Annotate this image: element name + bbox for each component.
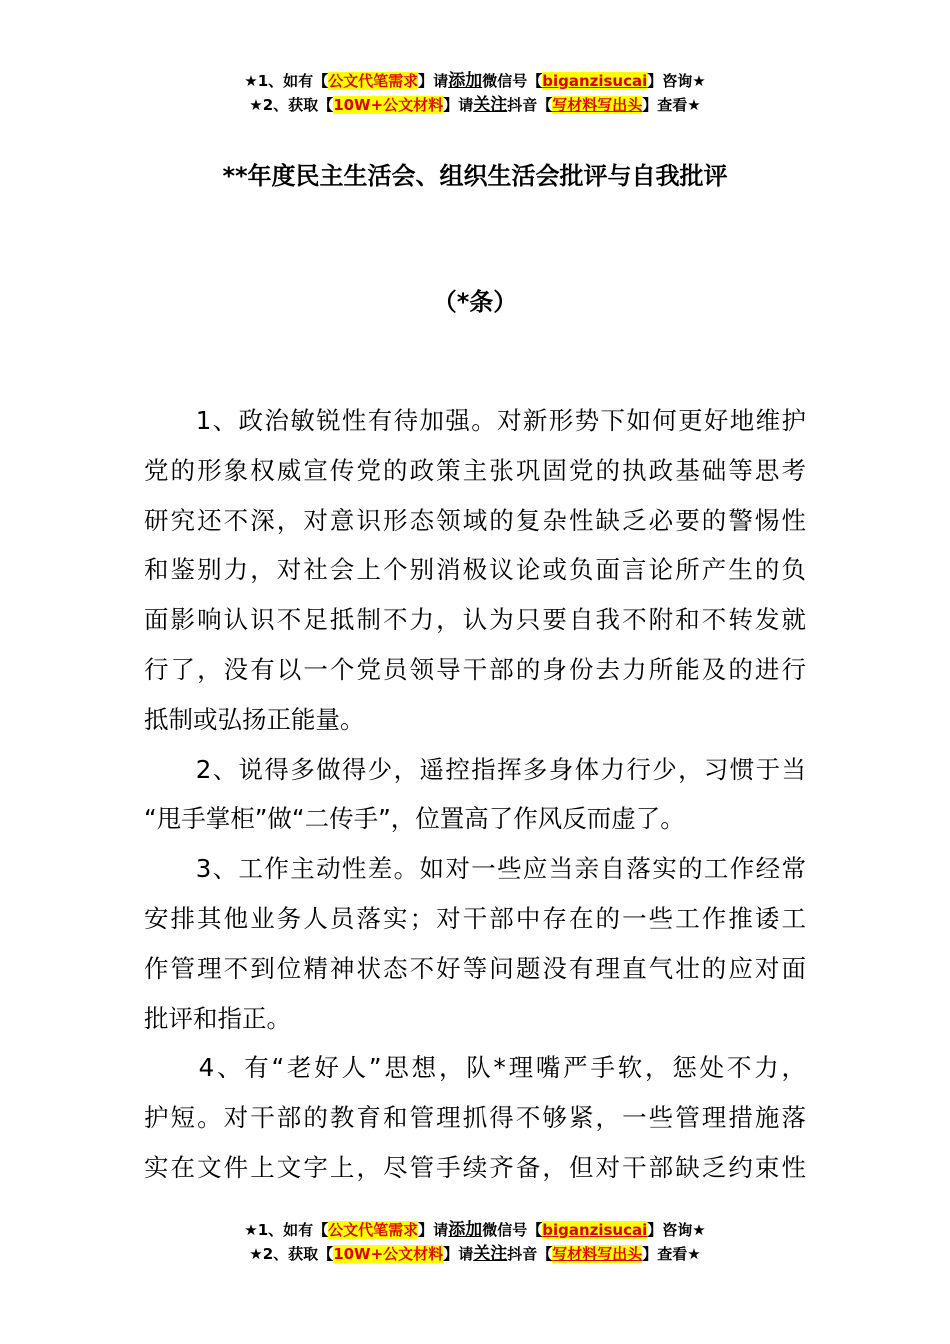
document-title: **年度民主生活会、组织生活会批评与自我批评 (222, 162, 728, 190)
body-line: 护短。对干部的教育和管理抓得不够紧，一些管理措施落 (144, 1103, 806, 1133)
footer-ad-line-1 (0, 1218, 950, 1242)
body-line: 安排其他业务人员落实；对干部中存在的一些工作推诿工 (144, 903, 806, 933)
body-line: 行了，没有以一个党员领导干部的身份去力所能及的进行 (144, 654, 806, 684)
ad-highlight: 公文代笔需求 (328, 72, 419, 90)
body-line: 面影响认识不足抵制不力，认为只要自我不附和不转发就 (144, 605, 806, 635)
body-line: “甩手掌柜”做“二传手”，位置高了作风反而虚了。 (144, 804, 685, 834)
document-body (144, 396, 806, 1193)
ad-text: 微信号【 (482, 1221, 543, 1239)
body-line: 和鉴别力，对社会上个别消极议论或负面言论所产生的负 (144, 555, 806, 585)
ad-text: 抖音【 (507, 1245, 553, 1263)
ad-text: ★1、如有【 (244, 1221, 329, 1239)
body-line: 3、工作主动性差。如对一些应当亲自落实的工作经常 (144, 854, 806, 884)
ad-emphasis: 添加 (448, 71, 483, 91)
ad-highlight: 公文代笔需求 (328, 1221, 419, 1239)
ad-emphasis: 添加 (448, 1220, 483, 1240)
ad-text: 】请 (418, 72, 449, 90)
ad-emphasis: 关注 (473, 95, 508, 115)
body-line: 抵制或弘扬正能量。 (144, 704, 365, 734)
ad-text: ★1、如有【 (244, 72, 329, 90)
header-ad-line-2 (0, 93, 950, 117)
body-line: 党的形象权威宣传党的政策主张巩固党的执政基础等思考 (144, 455, 806, 485)
ad-highlight: 10W+公文材料 (333, 1245, 444, 1263)
body-line: 实在文件上文字上，尽管手续齐备，但对干部缺乏约束性 (144, 1152, 806, 1182)
wechat-id: biganzisucai (542, 1221, 648, 1239)
ad-text: 】查看★ (642, 96, 701, 114)
ad-text: ★2、获取【 (249, 1245, 334, 1263)
body-line: 批评和指正。 (144, 1003, 291, 1033)
ad-text: 抖音【 (507, 96, 553, 114)
douyin-id: 写材料写出头 (552, 96, 643, 114)
ad-text: 】请 (418, 1221, 449, 1239)
body-line: 4、有“老好人”思想，队*理嘴严手软，惩处不力， (144, 1053, 806, 1083)
ad-text: 】查看★ (642, 1245, 701, 1263)
ad-text: 】请 (443, 1245, 474, 1263)
body-line: 研究还不深，对意识形态领域的复杂性缺乏必要的警惕性 (144, 505, 806, 535)
ad-text: 】咨询★ (647, 1221, 706, 1239)
ad-emphasis: 关注 (473, 1244, 508, 1264)
body-line: 作管理不到位精神状态不好等问题没有理直气壮的应对面 (144, 953, 806, 983)
ad-highlight: 10W+公文材料 (333, 96, 444, 114)
body-line: 1、政治敏锐性有待加强。对新形势下如何更好地维护 (144, 406, 806, 435)
body-line: 2、说得多做得少，遥控指挥多身体力行少，习惯于当 (144, 754, 806, 784)
footer-ad-line-2 (0, 1242, 950, 1266)
header-ad-line-1 (0, 69, 950, 93)
ad-text: 】咨询★ (647, 72, 706, 90)
ad-text: 微信号【 (482, 72, 543, 90)
wechat-id: biganzisucai (542, 72, 648, 90)
ad-text: ★2、获取【 (249, 96, 334, 114)
douyin-id: 写材料写出头 (552, 1245, 643, 1263)
document-subtitle: （*条） (432, 288, 518, 316)
ad-text: 】请 (443, 96, 474, 114)
